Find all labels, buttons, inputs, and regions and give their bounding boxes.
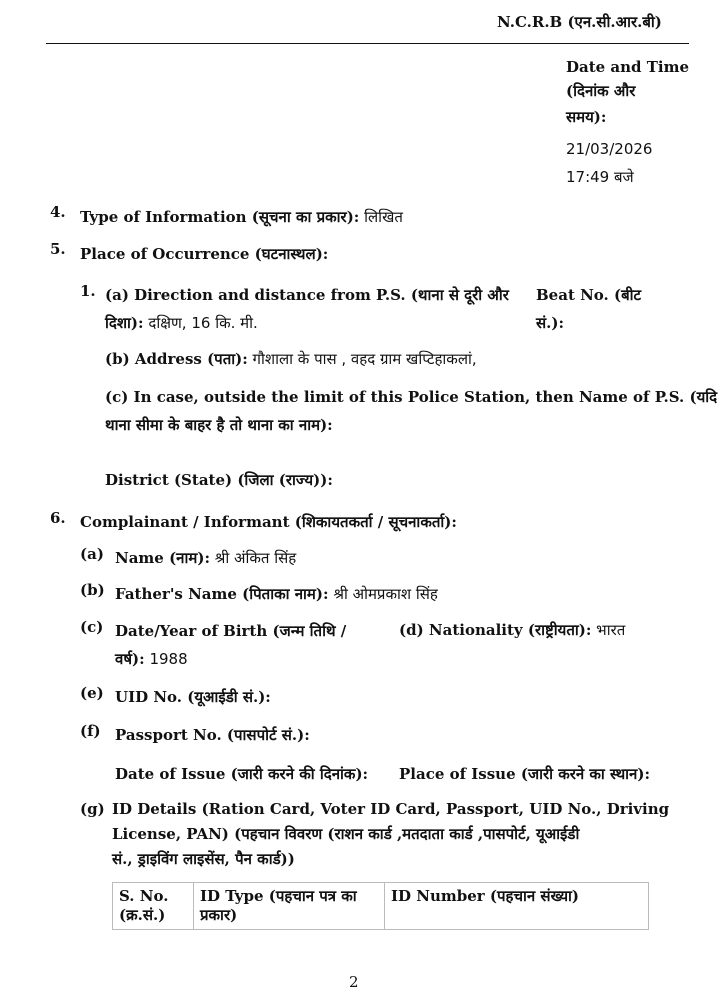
id-table-header-row [113,883,649,930]
id-table-col-type-2: प्रकार) [200,905,238,924]
outside-ps-label-2: थाना सीमा के बाहर है तो थाना का नाम): [105,416,333,434]
id-table-col-number: ID Number (पहचान संख्या) [385,883,649,930]
passport-label: Passport No. (पासपोर्ट सं.): [115,726,310,744]
id-details-table [112,882,649,930]
complainant-label: Complainant / Informant (शिकायतकर्ता / सूचनाकर्ता): [80,513,457,531]
item5-number: 5. [50,240,66,258]
nationality-label: (d) Nationality (राष्ट्रीयता): [399,621,592,639]
page-number: 2 [349,973,359,991]
father-name-label: Father's Name (पिताका नाम): [115,585,329,603]
id-details-label: ID Details (Ration Card, Voter ID Card, Passport, UID No., Driving [112,800,670,818]
direction-distance-label: (a) Direction and distance from P.S. (थाना से दूरी और [105,286,509,304]
type-of-information-label: Type of Information (सूचना का प्रकार): [80,208,360,226]
datetime-date: 21/03/2026 [566,140,653,158]
direction-distance-row [105,314,258,333]
beat-no-label: Beat No. (बीट [536,286,642,304]
direction-distance-label-2: दिशा): [105,314,144,332]
place-of-issue-label: Place of Issue (जारी करने का स्थान): [399,765,651,783]
nationality-row [399,621,625,640]
datetime-label-en: Date and Time [566,58,690,76]
name-row [115,549,296,568]
address-row [105,350,477,369]
father-name-value: श्री ओमप्रकाश सिंह [333,585,438,603]
father-name-mark: (b) [80,581,105,599]
id-details-label-2: License, PAN) (पहचान विवरण (राशन कार्ड ,मतदाता कार्ड ,पासपोर्ट, यूआईडी [112,825,580,843]
datetime-label-hi-2: समय): [566,108,607,126]
item4-number: 4. [50,203,66,221]
datetime-time: 17:49 बजे [566,168,634,186]
passport-mark: (f) [80,722,101,740]
name-value: श्री अंकित सिंह [214,549,297,567]
address-label: (b) Address (पता): [105,350,248,368]
type-of-information-value: लिखित [364,208,403,226]
datetime-label-hi-1: (दिनांक और [566,82,636,100]
id-table-col-sno-hi: (क्र.सं.) [119,905,166,924]
address-value: गौशाला के पास , वहद ग्राम खप्टिहाकलां, [252,350,477,368]
district-state-label: District (State) (जिला (राज्य)): [105,471,333,489]
id-table-col-sno [113,883,194,930]
uid-label: UID No. (यूआईडी सं.): [115,688,271,706]
beat-no-label-2: सं.): [536,314,564,332]
outside-ps-label: (c) In case, outside the limit of this Police Station, then Name of P.S. (यदि [105,388,718,406]
dob-value: 1988 [149,650,188,668]
id-table-col-sno-en: S. No. [119,887,169,905]
dob-label: Date/Year of Birth (जन्म तिथि / [115,622,347,640]
id-details-mark: (g) [80,800,105,818]
id-table-col-type-1: ID Type (पहचान पत्र का [200,887,357,905]
name-label: Name (नाम): [115,549,210,567]
name-mark: (a) [80,545,104,563]
nationality-value: भारत [596,621,626,639]
type-of-information-row [80,208,403,227]
dob-mark: (c) [80,618,104,636]
id-details-label-3: सं., ड्राइविंग लाइसेंस, पैन कार्ड)) [112,850,295,868]
father-name-row [115,585,438,604]
item5-sub1-number: 1. [80,282,96,300]
header-divider [46,43,689,44]
org-header: N.C.R.B (एन.सी.आर.बी) [497,13,662,31]
place-of-occurrence-label: Place of Occurrence (घटनास्थल): [80,245,329,263]
item6-number: 6. [50,509,66,527]
id-table-col-type [194,883,385,930]
date-of-issue-label: Date of Issue (जारी करने की दिनांक): [115,765,369,783]
dob-label-2: वर्ष): [115,650,145,668]
direction-distance-value: दक्षिण, 16 कि. मी. [148,314,258,332]
uid-mark: (e) [80,684,104,702]
dob-row [115,650,188,669]
